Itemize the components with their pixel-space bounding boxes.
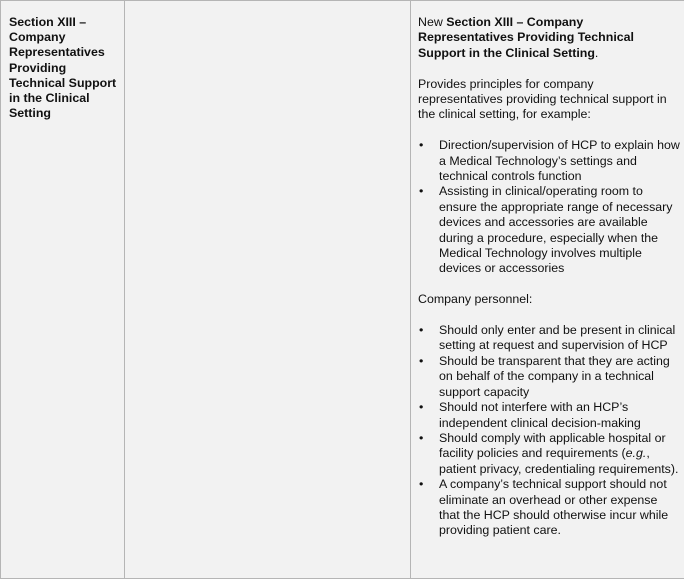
list-item: • Should only enter and be present in clinical setting at request and supervision of HCP [418, 323, 681, 354]
intro-paragraph [418, 15, 681, 61]
empty-middle-cell [125, 1, 411, 579]
policy-rule-before: Should comply with applicable hospital or facility policies and requirements ( [439, 430, 666, 461]
description-cell [411, 1, 684, 579]
list-item [418, 431, 681, 477]
section-title-cell [1, 1, 125, 579]
section-title: Section XIII – Company Representatives Providing Technical Support in the Clinical Setting [9, 15, 117, 121]
intro-section-title: Section XIII – Company Representatives Providing Technical Support in the Clinical Setting [418, 15, 634, 60]
list-item: • Should be transparent that they are acting on behalf of the company in a technical support capacity [418, 354, 681, 400]
list-item: • A company’s technical support should not eliminate an overhead or other expense that the HCP should otherwise incur while providing patient care. [418, 477, 681, 539]
intro-suffix: . [594, 45, 599, 60]
list-item: • Should not interfere with an HCP’s independent clinical decision-making [418, 400, 681, 431]
table-row [1, 1, 684, 579]
examples-list [418, 138, 681, 277]
policy-rule-italic: e.g. [625, 446, 647, 461]
personnel-label: Company personnel: [418, 292, 533, 307]
policy-rule-after: , patient privacy, credentialing requirements). [439, 446, 679, 476]
list-item: • Assisting in clinical/operating room to ensure the appropriate range of necessary devices and accessories are available during a procedure, especially when the Medical Technology involves multiple devices or accessories [418, 184, 681, 276]
personnel-rules-list [418, 323, 681, 539]
principles-paragraph: Provides principles for company representatives providing technical support in the clinical setting, for example: [418, 76, 667, 122]
intro-prefix: New [418, 15, 447, 29]
list-item: • Direction/supervision of HCP to explain how a Medical Technology’s settings and technical controls function [418, 138, 681, 184]
